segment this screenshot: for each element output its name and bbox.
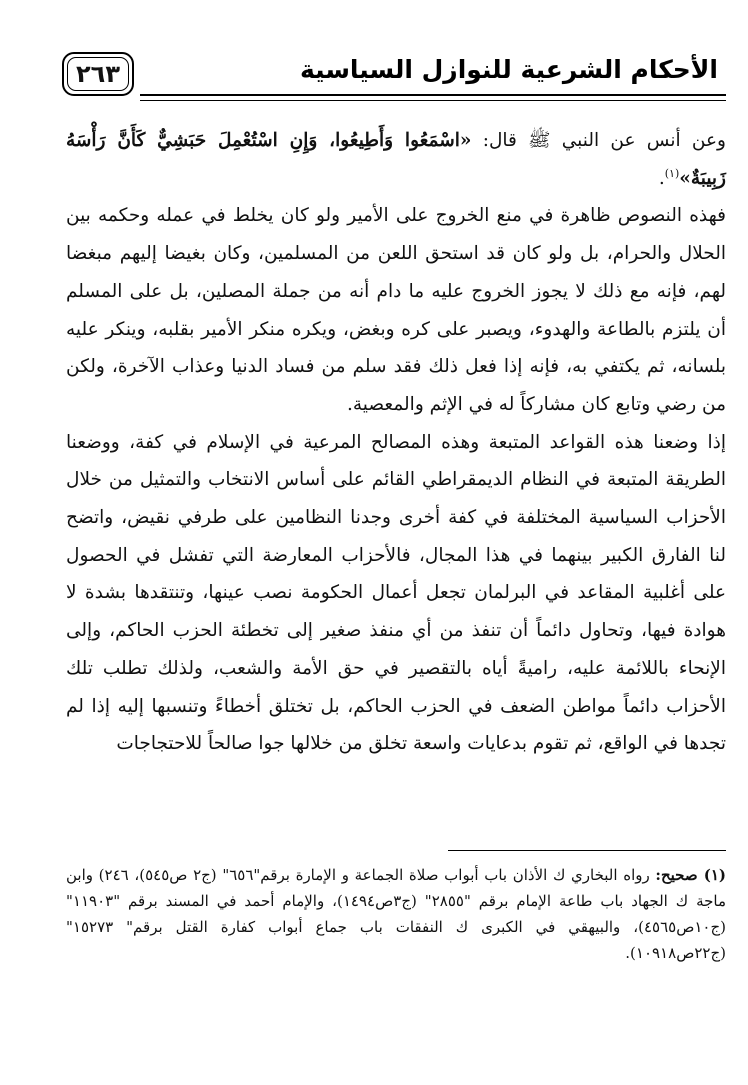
hadith-quote: «اسْمَعُوا وَأَطِيعُوا، وَإِنِ اسْتُعْمِلَ حَبَشِيٌّ كَأَنَّ رَأْسَهُ زَبِيبَةٌ»	[66, 130, 726, 189]
hadith-intro: وعن أنس عن النبي ﷺ قال:	[471, 130, 726, 151]
header-rule-thin	[140, 100, 726, 101]
hadith-end: .	[658, 167, 665, 189]
paragraph-2: إذا وضعنا هذه القواعد المتبعة وهذه المصالح المرعية في الإسلام في كفة، ووضعنا الطريقة المتبعة في النظام الديمقراطي القائم على أساس الانتخاب والتمثيل من خلال الأحزاب السياسية المختلفة في كفة أخرى وجدنا النظامين على طرفي نقيض، واتضح لنا الفارق الكبير بينهما في هذا المجال، فالأحزاب المعارضة التي تفشل في الحصول على أغلبية المقاعد في البرلمان تجعل أعمال الحكومة نصب عينها، وتنتقدها بشدة لا هوادة فيها، وتحاول دائماً أن تنفذ من أي منفذ صغير إلى تخطئة الحزب الحاكم، وإلى الإنحاء باللائمة عليه، راميةً أياه بالتقصير في حق الأمة والشعب، ولذلك تطلب تلك الأحزاب دائماً مواطن الضعف في الحزب الحاكم، بل تختلق أخطاءً وتنسبها إليه إذا لم تجدها في الواقع، ثم تقوم بدعايات واسعة تخلق من خلالها جوا صالحاً للاحتجاجات	[66, 431, 726, 755]
footnote	[66, 862, 726, 966]
footnote-label: (١) صحيح:	[655, 866, 726, 884]
header-rule	[140, 94, 726, 96]
page-number: ٢٦٣	[62, 52, 134, 96]
hadith-paragraph	[66, 122, 726, 197]
footnote-reference[interactable]: (١)	[664, 166, 680, 180]
paragraph-1: فهذه النصوص ظاهرة في منع الخروج على الأمير ولو كان يخلط في عمله وحكمه بين الحلال والحرام، بل ولو كان قد استحق اللعن من المسلمين، وكان بغيضا إليهم مبغضا لهم، فإنه مع ذلك لا يجوز الخروج عليه ما دام أنه من جملة المصلين، بل على المسلم أن يلتزم بالطاعة والهدوء، ويصبر على كره وبغض، ويكره منكر الأمير بقلبه، وينكر عليه بلسانه، ثم يكتفي به، فإنه إذا فعل ذلك فقد سلم من فساد الدنيا وعذاب الآخرة، ولكن من رضي وتابع كان مشاركاً له في الإثم والمعصية.	[66, 205, 726, 415]
book-title: الأحكام الشرعية للنوازل السياسية	[299, 55, 718, 84]
running-header	[62, 46, 726, 108]
main-text	[66, 122, 726, 763]
footnote-text: رواه البخاري ك الأذان باب أبواب صلاة الجماعة و الإمارة برقم"٦٥٦" (ج٢ ص٥٤٥)، ٢٤٦) وابن ماجة ك الجهاد باب طاعة الإمام برقم "٢٨٥٥" (ج٣ص١٤٩٤)، والإمام أحمد في المسند برقم "١١٩٠٣" (ج١٠ص٤٥٦٥)، والبيهقي في الكبرى ك النفقات باب جماع أبواب كفارة القتل برقم" ١٥٢٧٣" (ج٢٢ص١٠٩١٨).	[66, 866, 727, 962]
footnote-separator	[448, 850, 726, 851]
